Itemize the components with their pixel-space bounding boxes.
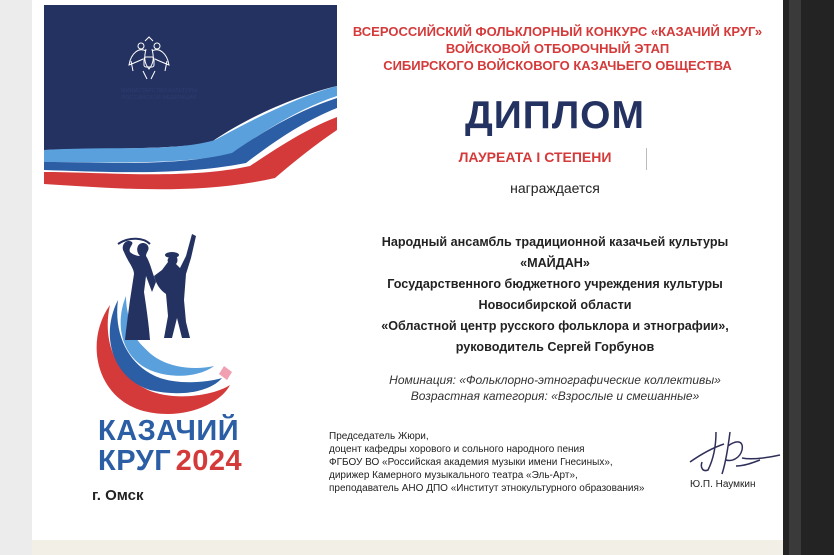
contest-organization: СИБИРСКОГО ВОЙСКОВОГО КАЗАЧЬЕГО ОБЩЕСТВА	[383, 58, 732, 73]
recipient-line: Народный ансамбль традиционной казачьей культуры	[381, 235, 729, 249]
recipient-line: руководитель Сергей Горбунов	[455, 340, 655, 354]
diploma-title: ДИПЛОМ	[464, 94, 646, 137]
signature-title-line: дирижер Камерного музыкального театра «Эль-Арт»,	[329, 470, 578, 481]
logo-word-circle: КРУГ	[98, 445, 172, 477]
signature-title-line: доцент кафедры хорового и сольного народного пения	[329, 444, 585, 455]
city-name: г. Омск	[92, 487, 144, 504]
recipient-line: Новосибирской области	[478, 298, 632, 312]
contest-stage: ВОЙСКОВОЙ ОТБОРОЧНЫЙ ЭТАП	[445, 41, 670, 56]
logo-wordmark	[98, 416, 242, 481]
recipient-line: «МАЙДАН»	[520, 256, 590, 270]
signer-name: Ю.П. Наумкин	[690, 479, 756, 490]
ministry-name-line1: МИНИСТЕРСТВО КУЛЬТУРЫ	[121, 88, 197, 94]
nomination: Номинация: «Фольклорно-этнографические коллективы»	[389, 373, 721, 387]
logo-second-line	[98, 446, 242, 481]
logo-word-cossack: КАЗАЧИЙ	[98, 415, 240, 447]
ministry-name-line2: РОССИЙСКОЙ ФЕДЕРАЦИИ	[121, 95, 197, 101]
diploma-degree: ЛАУРЕАТА I СТЕПЕНИ	[458, 149, 612, 165]
recipient-line: «Областной центр русского фольклора и этнографии»,	[381, 319, 729, 333]
signature-title-line: преподаватель АНО ДПО «Институт этнокультурного образования»	[329, 483, 645, 494]
recipient-line: Государственного бюджетного учреждения культуры	[387, 277, 723, 291]
contest-name: ВСЕРОССИЙСКИЙ ФОЛЬКЛОРНЫЙ КОНКУРС «КАЗАЧИЙ КРУГ»	[352, 24, 763, 39]
logo-year: 2024	[175, 445, 243, 477]
signature-title-line: ФГБОУ ВО «Российская академия музыки имени Гнесиных»,	[329, 457, 613, 468]
signature-title-line: Председатель Жюри,	[329, 431, 429, 442]
awarded-text: награждается	[510, 180, 600, 196]
age-category: Возрастная категория: «Взрослые и смешанные»	[410, 389, 700, 403]
